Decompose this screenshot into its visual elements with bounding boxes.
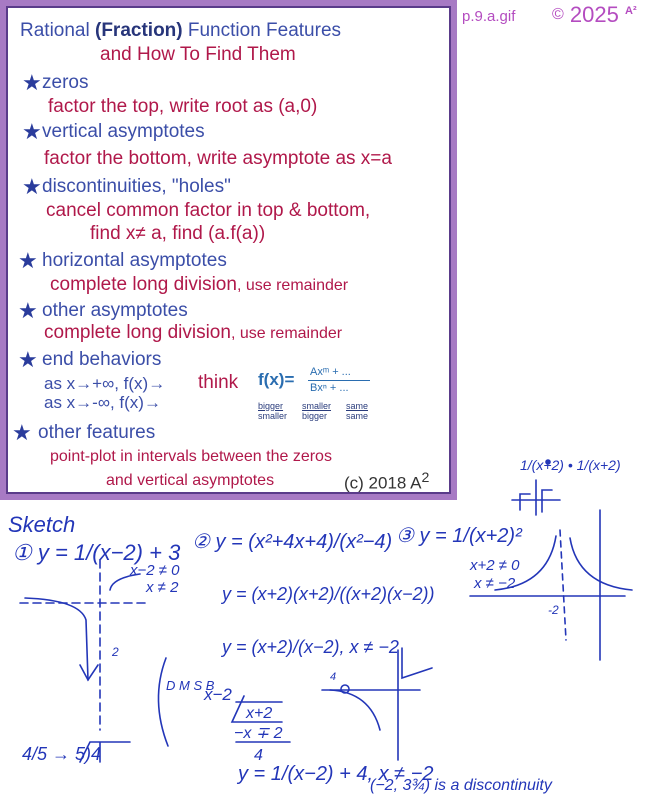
discontinuities-detail-2: find x≠ a, find (a.f(a)) — [90, 223, 266, 244]
file-label: p.9.a.gif — [462, 8, 516, 25]
other-asymptotes-detail: complete long division, use remainder — [44, 322, 343, 343]
dmsb-letters: D M S B — [166, 678, 215, 693]
formula-denominator: Bxⁿ + ... — [310, 382, 349, 394]
graph1-curve-left — [25, 598, 88, 680]
zeros-detail: factor the top, write root as (a,0) — [48, 96, 318, 117]
graph4-curve — [330, 690, 380, 730]
graph3-curve-right — [570, 538, 632, 590]
zeros-heading: zeros — [42, 72, 89, 93]
card-title: Rational (Fraction) Function Features — [20, 20, 342, 41]
graph4-curve-right — [402, 648, 432, 678]
fraction-note: 4/5 → 5)4 — [22, 744, 102, 764]
tick-2: 2 — [112, 645, 119, 659]
formula-numerator: Axᵐ + ... — [310, 366, 351, 378]
other-asymptotes-heading: other asymptotes — [42, 300, 188, 321]
formula-f: f(x)= — [258, 370, 295, 389]
sketch-label: Sketch — [8, 512, 76, 537]
copyright-notice: © 2025 $^{A^2}$ — [552, 2, 637, 27]
equation-3-note2: x ≠ −2 — [474, 575, 516, 592]
card-subtitle: and How To Find Them — [100, 44, 296, 65]
horizontal-asymptotes-detail: complete long division, use remainder — [50, 274, 349, 295]
cmp-bottom-1: smaller — [258, 411, 288, 421]
star-icon: ★ — [18, 248, 38, 273]
equation-3-note1: x+2 ≠ 0 — [470, 557, 520, 574]
star-icon: ★ — [12, 420, 32, 445]
cmp-top-3: same — [346, 401, 369, 411]
cmp-top-2: smaller — [302, 401, 332, 411]
equation-2-final: y = 1/(x−2) + 4, x ≠ −2 — [238, 763, 434, 785]
division-dividend: x+2 — [246, 705, 273, 722]
tick-4: 4 — [330, 671, 337, 683]
equation-2-step1: y = (x+2)(x+2)/((x+2)(x−2)) — [222, 584, 435, 604]
star-icon: ★ — [22, 119, 42, 144]
cmp-bottom-2: bigger — [302, 411, 328, 421]
equation-3: ③ y = 1/(x+2)² — [396, 525, 522, 547]
card-credit: (c) 2018 $A^2$ — [344, 470, 430, 493]
star-icon: ★ — [22, 70, 42, 95]
star-icon: ★ — [18, 347, 38, 372]
end-behavior-plus: as x→+∞, f(x)→ — [44, 374, 166, 393]
tick-minus-2: -2 — [548, 603, 559, 617]
division-remainder: 4 — [254, 747, 263, 764]
graph1-arrow — [80, 665, 98, 680]
think-label: think — [198, 372, 239, 393]
equation-1-note2: x ≠ 2 — [146, 579, 179, 596]
equation-1-note1: x−2 ≠ 0 — [130, 562, 180, 579]
star-icon: ★ — [22, 174, 42, 199]
other-features-detail: point-plot in intervals between the zeros — [50, 448, 332, 465]
graph3-asymptote — [560, 530, 566, 640]
cmp-bottom-3: same — [346, 411, 369, 421]
end-behaviors-heading: end behaviors — [42, 349, 162, 370]
horizontal-asymptotes-heading: horizontal asymptotes — [42, 250, 227, 271]
division-subtract: −x ∓ 2 — [234, 725, 283, 742]
division-divisor: x−2 — [204, 685, 232, 704]
equation-2-step2: y = (x+2)/(x−2), x ≠ −2 — [222, 637, 399, 657]
equation-2: ② y = (x²+4x+4)/(x²−4) — [192, 531, 393, 553]
other-features-detail-2: and vertical asymptotes — [106, 472, 275, 489]
vertical-asymptotes-detail: factor the bottom, write asymptote as x=a — [44, 148, 392, 169]
discontinuities-detail: cancel common factor in top & bottom, — [46, 200, 371, 221]
discontinuities-heading: discontinuities, "holes" — [42, 176, 231, 197]
star-icon: ★ — [18, 298, 38, 323]
cmp-top-1: bigger — [258, 401, 284, 411]
end-behavior-minus: as x→-∞, f(x)→ — [44, 393, 161, 412]
vertical-asymptotes-heading: vertical asymptotes — [42, 121, 205, 142]
equation-1: ① y = 1/(x−2) + 3 — [12, 540, 181, 565]
dmsb-bracket — [158, 658, 168, 746]
product-note: 1/(x+2) • 1/(x+2) — [520, 457, 621, 473]
other-features-heading: other features — [38, 422, 156, 443]
discontinuity-note: (−2, 3¾) is a discontinuity — [370, 777, 552, 794]
